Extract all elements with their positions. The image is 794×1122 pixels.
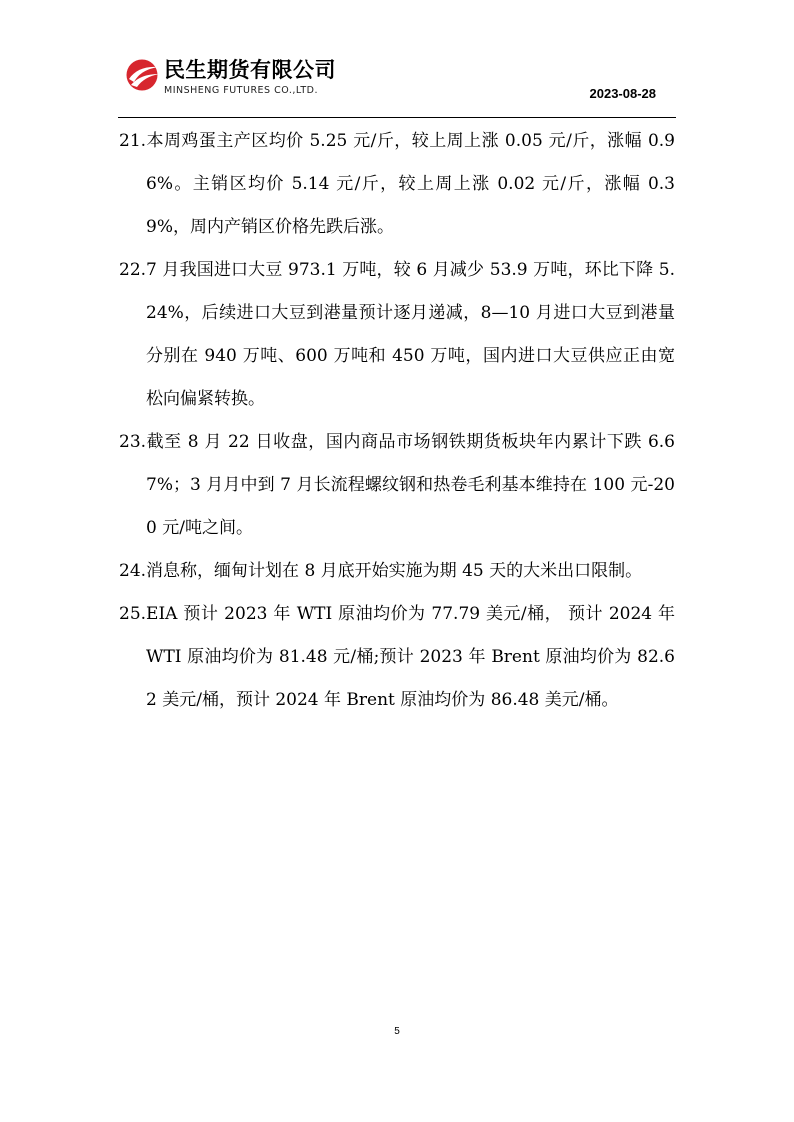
news-item — [119, 249, 675, 421]
item-text: 截至 8 月 22 日收盘，国内商品市场钢铁期货板块年内累计下跌 6.67%；3 月月中到 7 月长流程螺纹钢和热卷毛利基本维持在 100 元-200 元/吨之间。 — [146, 432, 675, 538]
page-number: 5 — [394, 1026, 400, 1037]
item-text: 消息称，缅甸计划在 8 月底开始实施为期 45 天的大米出口限制。 — [146, 561, 643, 581]
item-text: EIA 预计 2023 年 WTI 原油均价为 77.79 美元/桶， 预计 2024 年 WTI 原油均价为 81.48 元/桶;预计 2023 年 Brent 原油均价为 82.62 美元/桶，预计 2024 年 Brent 原油均价为 86.48 美元/桶。 — [146, 604, 675, 710]
minsheng-logo-icon — [125, 58, 161, 92]
company-name-cn: 民生期货有限公司 — [164, 58, 336, 82]
item-number: 24. — [119, 561, 147, 581]
header-divider — [118, 117, 676, 118]
news-item — [119, 120, 675, 249]
item-text: 本周鸡蛋主产区均价 5.25 元/斤，较上周上涨 0.05 元/斤，涨幅 0.96%。主销区均价 5.14 元/斤，较上周上涨 0.02 元/斤，涨幅 0.39%，周内产销区价格先跌后涨。 — [146, 131, 675, 237]
news-list — [119, 120, 675, 722]
page-header — [118, 52, 676, 118]
item-number: 21. — [119, 131, 147, 151]
item-text: 7 月我国进口大豆 973.1 万吨，较 6 月减少 53.9 万吨，环比下降 5.24%，后续进口大豆到港量预计逐月递减，8—10 月进口大豆到港量分别在 940 万吨、600 万吨和 450 万吨，国内进口大豆供应正由宽松向偏紧转换。 — [146, 260, 675, 409]
news-item — [119, 593, 675, 722]
report-date: 2023-08-28 — [589, 86, 656, 101]
item-number: 23. — [119, 432, 147, 452]
company-name-en: MINSHENG FUTURES CO.,LTD. — [164, 85, 318, 96]
item-number: 25. — [119, 604, 147, 624]
news-item — [119, 550, 675, 593]
news-item — [119, 421, 675, 550]
item-number: 22. — [119, 260, 147, 280]
